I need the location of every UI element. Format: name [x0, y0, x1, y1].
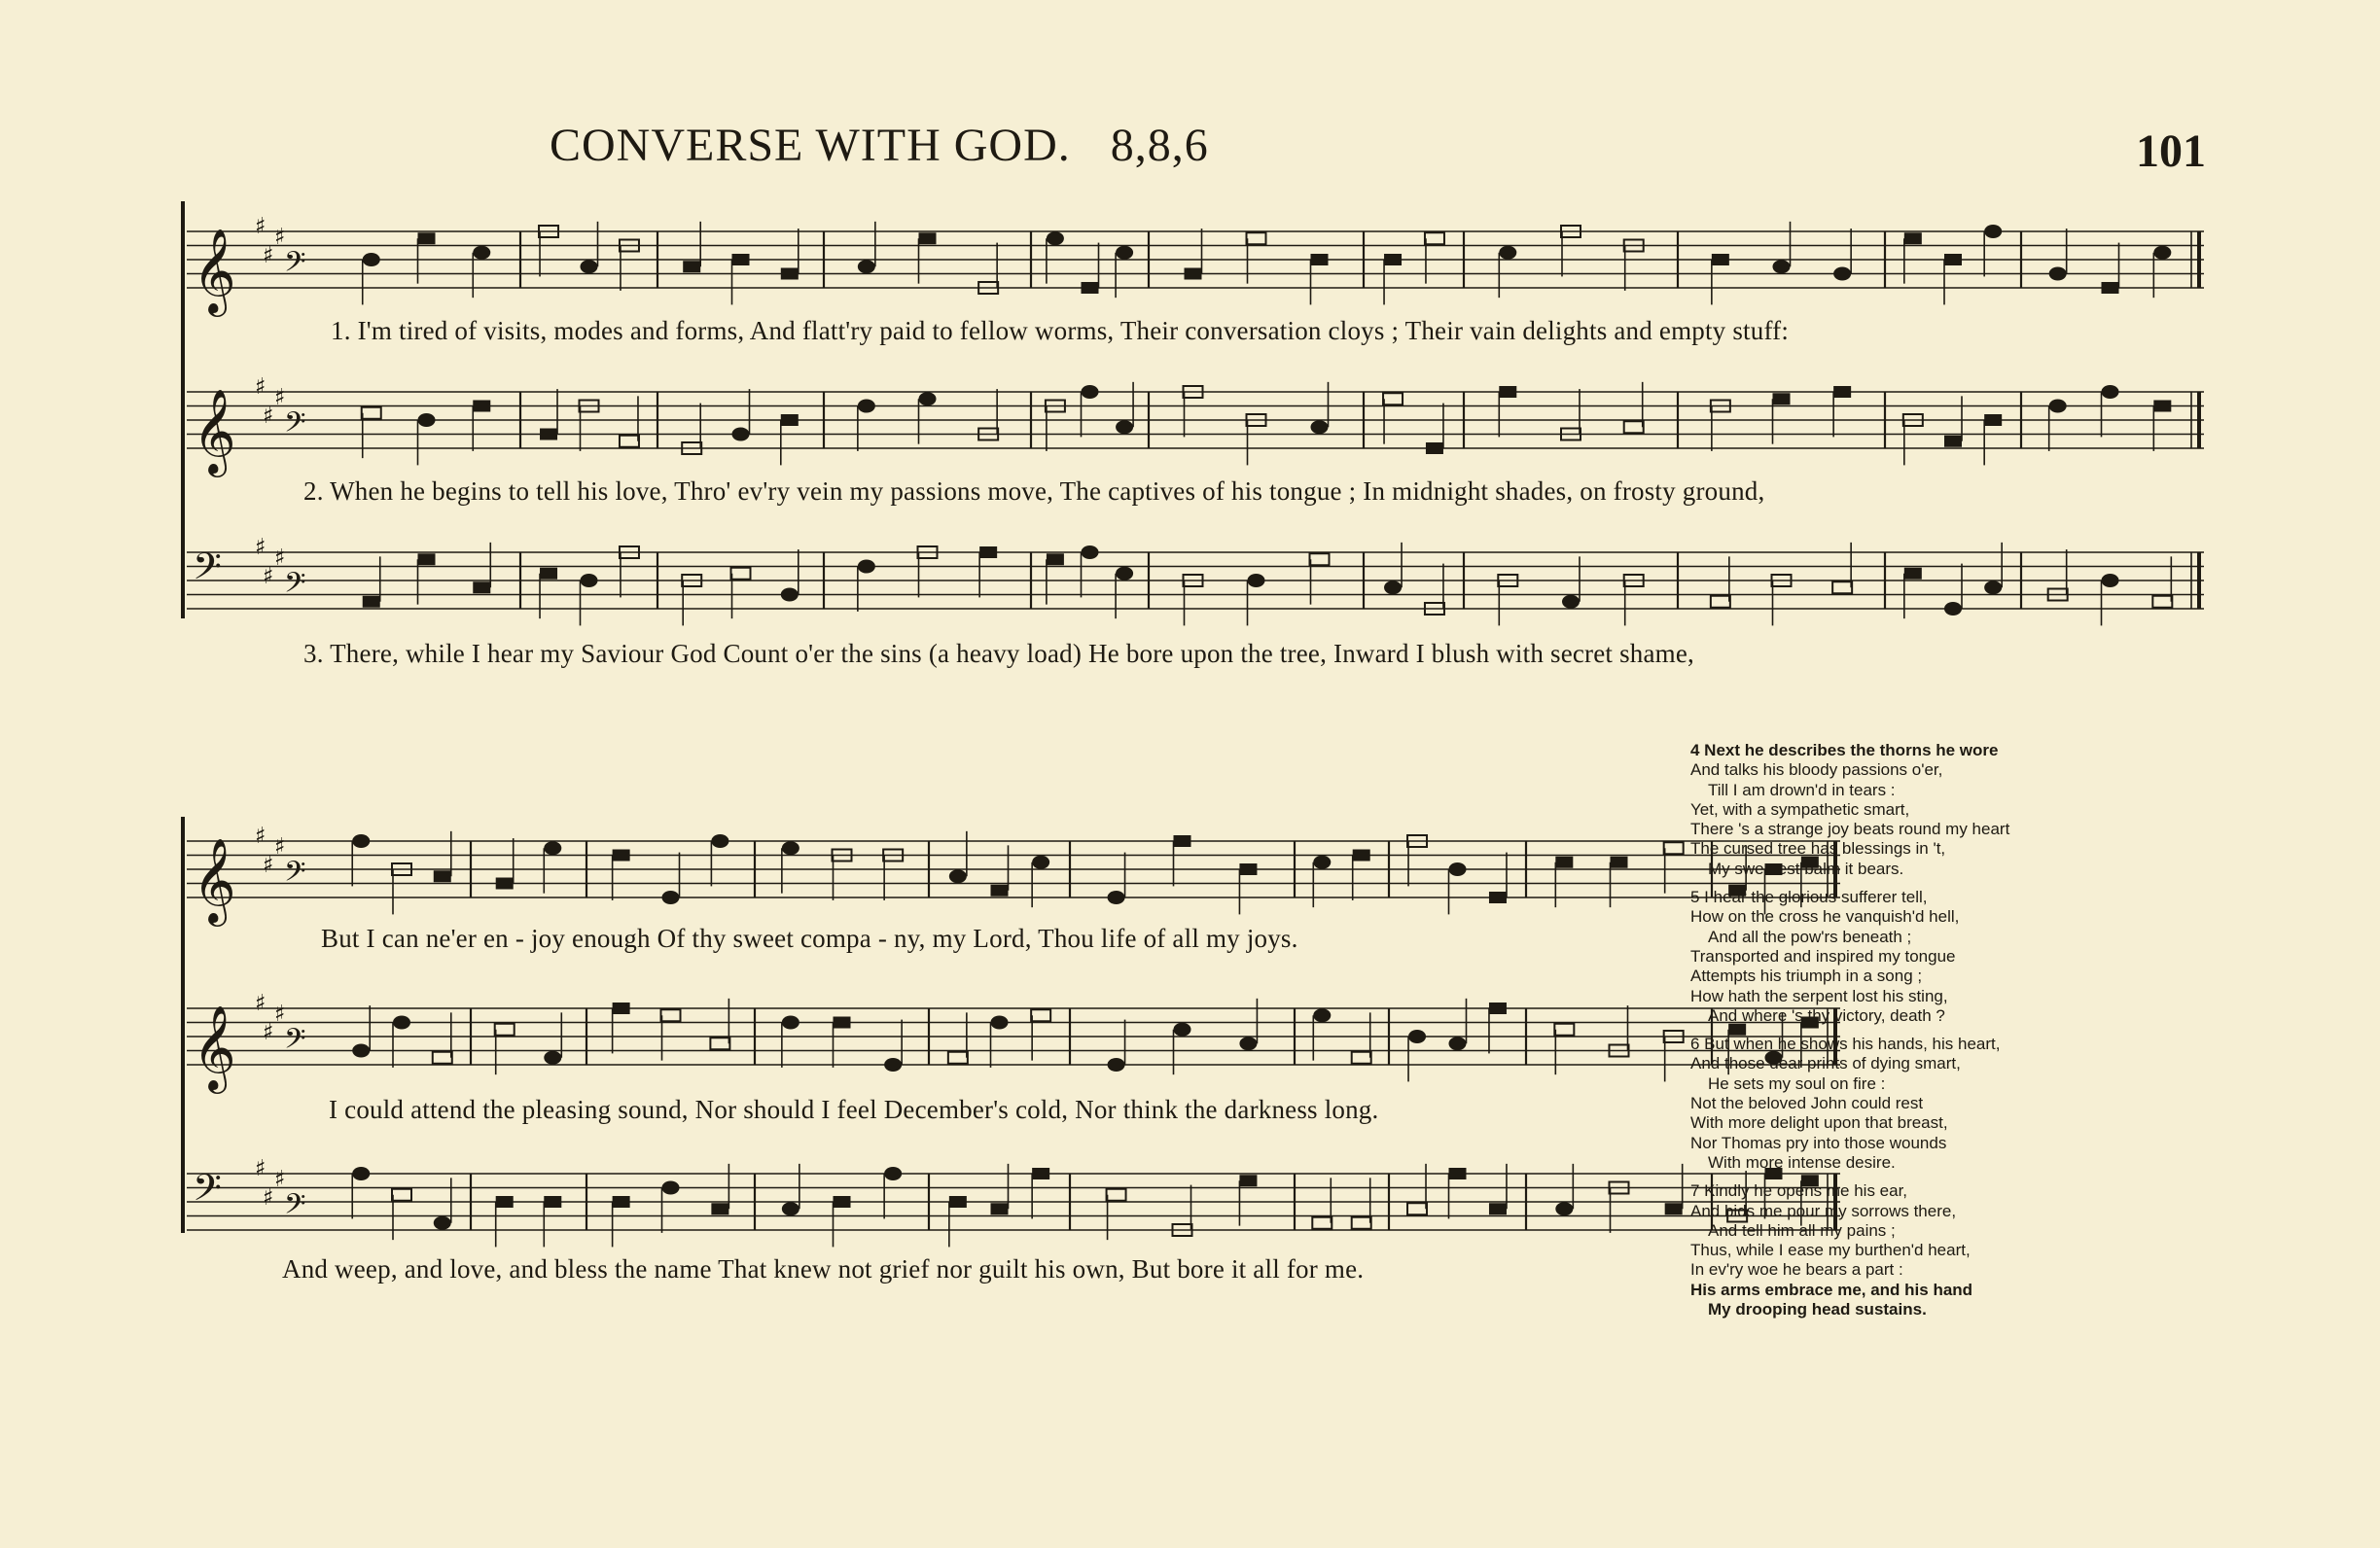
note-head-open: [661, 1009, 681, 1021]
verse-stanza: [1690, 888, 2196, 1026]
note-head-round: [782, 1016, 799, 1030]
note-head-square: [1449, 1168, 1467, 1179]
note-head-square: [1174, 835, 1191, 847]
verse-line: 6 But when he shows his hands, his heart,: [1690, 1035, 2001, 1054]
sharp-sign-icon: ♯: [255, 373, 266, 400]
note-head-square: [1555, 857, 1573, 868]
note-head-round: [1555, 1202, 1573, 1215]
lyric-line-bottom-3: And weep, and love, and bless the name That knew not grief nor guilt his own, But bore it all for me.: [282, 1254, 1365, 1284]
note-head-round: [1773, 260, 1791, 273]
note-head-open: [433, 1052, 452, 1064]
note-head-round: [544, 841, 561, 855]
note-head-open: [1554, 1024, 1574, 1036]
verse-line: There 's a strange joy beats round my heart: [1690, 820, 2010, 839]
note-head-round: [1984, 225, 2002, 238]
note-head-open: [1352, 1217, 1371, 1229]
note-head-open: [1352, 1052, 1371, 1064]
note-head-round: [2049, 267, 2067, 281]
note-head-round: [732, 428, 750, 441]
note-head-open: [495, 1024, 515, 1036]
note-head-round: [1108, 1058, 1125, 1072]
note-head-round: [782, 841, 799, 855]
note-head-square: [473, 581, 490, 593]
note-head-round: [781, 588, 799, 602]
verse-line: With more delight upon that breast,: [1690, 1113, 1948, 1133]
verse-line: How hath the serpent lost his sting,: [1690, 986, 1948, 1005]
note-head-round: [1108, 891, 1125, 904]
note-head-round: [1047, 231, 1064, 245]
note-head-square: [711, 1203, 728, 1214]
note-head-square: [1904, 232, 1922, 244]
note-head-round: [1944, 602, 1962, 616]
note-head-square: [613, 850, 630, 862]
note-head-round: [1116, 420, 1133, 434]
hymn-meter: 8,8,6: [1110, 120, 1209, 171]
note-head-round: [434, 1216, 451, 1230]
verse-stanza: [1690, 1181, 2196, 1319]
sharp-sign-icon: ♯: [263, 562, 274, 589]
note-head-round: [884, 1058, 902, 1072]
verse-line: 5 I hear the glorious sufferer tell,: [1690, 888, 1928, 907]
lyric-line-top-3: 3. There, while I hear my Saviour God Count o'er the sins (a heavy load) He bore upon the tree, Inward I blush with secret shame,: [303, 639, 1695, 668]
sharp-sign-icon: ♯: [263, 1018, 274, 1045]
treble-clef-icon: 𝄞: [193, 1004, 236, 1090]
note-head-round: [352, 1167, 370, 1180]
verse-line: And talks his bloody passions o'er,: [1690, 760, 1943, 780]
note-head-round: [581, 260, 598, 273]
note-head-open: [948, 1052, 968, 1064]
additional-verses: [1690, 741, 2196, 1328]
note-head-square: [979, 546, 997, 558]
verse-line: Yet, with a sympathetic smart,: [1690, 799, 1910, 819]
note-head-open: [1711, 596, 1730, 608]
lyric-line-top-1: 1. I'm tired of visits, modes and forms, And flatt'ry paid to fellow worms, Their conversation cloys ; Their vain delights and empty stuff:: [331, 316, 1790, 345]
note-head-square: [1032, 1168, 1049, 1179]
note-head-open: [1310, 553, 1330, 565]
note-head-square: [1082, 282, 1099, 294]
note-head-square: [2102, 282, 2119, 294]
note-head-open: [1664, 842, 1684, 854]
page-number: 101: [2136, 125, 2206, 177]
note-head-square: [1239, 863, 1257, 875]
note-head-round: [1082, 385, 1099, 399]
lyric-line-top-2: 2. When he begins to tell his love, Thro' ev'ry vein my passions move, The captives of his tongue ; In midnight shades, on frosty ground,: [303, 476, 1765, 506]
note-head-round: [1116, 246, 1133, 260]
verse-line: With more intense desire.: [1708, 1152, 1896, 1172]
note-head-square: [1426, 442, 1443, 454]
note-head-round: [352, 1044, 370, 1058]
time-signature-icon: 𝄢: [284, 567, 306, 607]
note-head-square: [540, 429, 557, 440]
note-head-square: [683, 261, 700, 272]
note-head-square: [540, 568, 557, 580]
note-head-square: [363, 596, 380, 608]
sharp-sign-icon: ♯: [274, 545, 286, 572]
verse-line: My sweetest balm it bears.: [1708, 859, 1904, 878]
note-head-square: [1489, 1203, 1507, 1214]
note-head-square: [2153, 401, 2171, 412]
note-head-square: [1499, 386, 1516, 398]
note-head-open: [362, 407, 381, 419]
hymn-title-text: CONVERSE WITH GOD.: [550, 120, 1071, 171]
note-head-square: [496, 878, 514, 890]
sharp-sign-icon: ♯: [274, 1166, 286, 1193]
note-head-square: [781, 268, 799, 280]
note-head-square: [1353, 850, 1370, 862]
note-head-open: [620, 436, 639, 447]
sharp-sign-icon: ♯: [255, 534, 266, 560]
note-head-round: [1116, 567, 1133, 580]
note-head-round: [1984, 580, 2002, 594]
note-head-open: [1425, 232, 1444, 244]
verse-line: In ev'ry woe he bears a part :: [1690, 1260, 1903, 1280]
note-head-square: [834, 1017, 851, 1029]
note-head-round: [1449, 1037, 1467, 1050]
note-head-open: [731, 568, 751, 580]
note-head-round: [2049, 400, 2067, 413]
note-head-square: [1047, 553, 1064, 565]
verse-line: Till I am drown'd in tears :: [1708, 780, 1896, 799]
verse-line: How on the cross he vanquish'd hell,: [1690, 907, 1960, 927]
verse-line: And those dear prints of dying smart,: [1690, 1054, 1961, 1073]
note-head-open: [1107, 1189, 1126, 1201]
sharp-sign-icon: ♯: [255, 823, 266, 849]
note-head-square: [1311, 254, 1329, 265]
note-head-square: [1944, 436, 1962, 447]
note-head-round: [858, 400, 875, 413]
verse-line: Transported and inspired my tongue: [1690, 946, 1956, 966]
note-head-round: [352, 834, 370, 848]
note-head-square: [949, 1196, 967, 1208]
verse-stanza: [1690, 741, 2196, 879]
note-head-round: [2102, 385, 2119, 399]
note-head-square: [1239, 1175, 1257, 1186]
note-head-square: [991, 885, 1009, 897]
sharp-sign-icon: ♯: [255, 1155, 266, 1181]
time-signature-icon: 𝄢: [284, 406, 306, 446]
note-head-square: [1904, 568, 1922, 580]
sharp-sign-icon: ♯: [263, 1183, 274, 1211]
note-head-round: [991, 1016, 1009, 1030]
note-head-square: [1833, 386, 1851, 398]
note-head-round: [1174, 1023, 1191, 1037]
note-head-round: [949, 869, 967, 883]
verse-line: And all the pow'rs beneath ;: [1708, 927, 1912, 946]
note-head-square: [544, 1196, 561, 1208]
note-head-square: [1665, 1203, 1683, 1214]
note-head-round: [393, 1016, 410, 1030]
note-head-square: [834, 1196, 851, 1208]
note-head-open: [392, 1189, 411, 1201]
note-head-round: [1449, 862, 1467, 876]
note-head-round: [1313, 856, 1331, 869]
note-head-square: [1185, 268, 1202, 280]
time-signature-icon: 𝄢: [284, 1188, 306, 1228]
sharp-sign-icon: ♯: [263, 241, 274, 268]
time-signature-icon: 𝄢: [284, 1023, 306, 1063]
note-head-square: [991, 1203, 1009, 1214]
note-head-square: [434, 870, 451, 882]
note-head-round: [884, 1167, 902, 1180]
verse-line: The cursed tree has blessings in 't,: [1690, 839, 1946, 859]
note-head-round: [1313, 1008, 1331, 1022]
verse-line: And tell him all my pains ;: [1708, 1220, 1896, 1240]
note-head-round: [662, 1181, 680, 1195]
note-head-square: [1489, 1003, 1507, 1014]
note-head-open: [1247, 232, 1266, 244]
verse-line: Not the beloved John could rest: [1690, 1094, 1924, 1113]
note-head-round: [473, 246, 490, 260]
sharp-sign-icon: ♯: [255, 990, 266, 1016]
note-head-square: [1984, 414, 2002, 426]
note-head-round: [1032, 856, 1049, 869]
verse-line: 7 Kindly he opens me his ear,: [1690, 1181, 1908, 1201]
note-head-square: [732, 254, 750, 265]
note-head-square: [1384, 254, 1402, 265]
note-head-round: [2102, 574, 2119, 587]
note-head-round: [858, 260, 875, 273]
note-head-square: [496, 1196, 514, 1208]
note-head-square: [1489, 892, 1507, 903]
note-head-square: [418, 232, 436, 244]
note-head-open: [1312, 1217, 1332, 1229]
note-head-round: [418, 413, 436, 427]
treble-clef-icon: 𝄞: [193, 837, 236, 923]
sharp-sign-icon: ♯: [274, 1001, 286, 1028]
note-head-round: [782, 1202, 799, 1215]
sharp-sign-icon: ♯: [274, 384, 286, 411]
verse-line: He sets my soul on fire :: [1708, 1073, 1886, 1093]
note-head-square: [473, 401, 490, 412]
sharp-sign-icon: ♯: [274, 224, 286, 251]
note-head-square: [418, 553, 436, 565]
note-head-round: [1248, 574, 1265, 587]
sharp-sign-icon: ♯: [263, 851, 274, 878]
note-head-square: [1944, 254, 1962, 265]
note-head-square: [1611, 857, 1628, 868]
note-head-square: [613, 1196, 630, 1208]
treble-clef-icon: 𝄞: [193, 388, 236, 474]
verse-line: Attempts his triumph in a song ;: [1690, 967, 1923, 986]
verse-line: And bids me pour my sorrows there,: [1690, 1201, 1957, 1220]
note-head-square: [781, 414, 799, 426]
note-head-round: [711, 834, 728, 848]
note-head-round: [1408, 1030, 1426, 1043]
note-head-round: [1833, 267, 1851, 281]
lyric-line-bottom-1: But I can ne'er en - joy enough Of thy sweet compa - ny, my Lord, Thou life of all my joys.: [321, 924, 1298, 953]
verse-stanza: [1690, 1035, 2196, 1173]
note-head-square: [1712, 254, 1729, 265]
treble-clef-icon: 𝄞: [193, 228, 236, 313]
time-signature-icon: 𝄢: [284, 246, 306, 286]
note-head-open: [710, 1038, 729, 1049]
note-head-square: [1773, 393, 1791, 405]
bass-clef-icon: 𝄢: [193, 1165, 222, 1218]
note-head-round: [363, 253, 380, 266]
note-head-round: [858, 560, 875, 574]
verse-line: Nor Thomas pry into those wounds: [1690, 1133, 1947, 1152]
note-head-round: [1239, 1037, 1257, 1050]
verse-line: His arms embrace me, and his hand: [1690, 1280, 1973, 1299]
note-head-open: [2152, 596, 2172, 608]
verse-line: 4 Next he describes the thorns he wore: [1690, 741, 1999, 759]
note-head-round: [581, 574, 598, 587]
note-head-round: [1499, 246, 1516, 260]
note-head-open: [1832, 581, 1852, 593]
note-head-open: [1624, 421, 1644, 433]
note-head-round: [1311, 420, 1329, 434]
note-head-open: [1031, 1009, 1050, 1021]
verse-line: And where 's thy victory, death ?: [1708, 1005, 1945, 1025]
verse-line: My drooping head sustains.: [1708, 1300, 1927, 1319]
note-head-round: [919, 392, 937, 405]
lyric-line-bottom-2: I could attend the pleasing sound, Nor should I feel December's cold, Nor think the darkness long.: [329, 1095, 1379, 1124]
note-head-open: [1383, 393, 1403, 405]
note-head-round: [544, 1051, 561, 1065]
note-head-square: [919, 232, 937, 244]
note-head-square: [613, 1003, 630, 1014]
bass-clef-icon: 𝄢: [193, 544, 222, 597]
sharp-sign-icon: ♯: [274, 833, 286, 861]
note-head-round: [1082, 545, 1099, 559]
note-head-open: [1407, 1203, 1427, 1214]
note-head-round: [1384, 580, 1402, 594]
note-head-round: [1562, 595, 1580, 609]
sharp-sign-icon: ♯: [255, 213, 266, 239]
verse-line: Thus, while I ease my burthen'd heart,: [1690, 1241, 1971, 1260]
note-head-round: [2153, 246, 2171, 260]
sharp-sign-icon: ♯: [263, 402, 274, 429]
time-signature-icon: 𝄢: [284, 856, 306, 896]
note-head-round: [662, 891, 680, 904]
